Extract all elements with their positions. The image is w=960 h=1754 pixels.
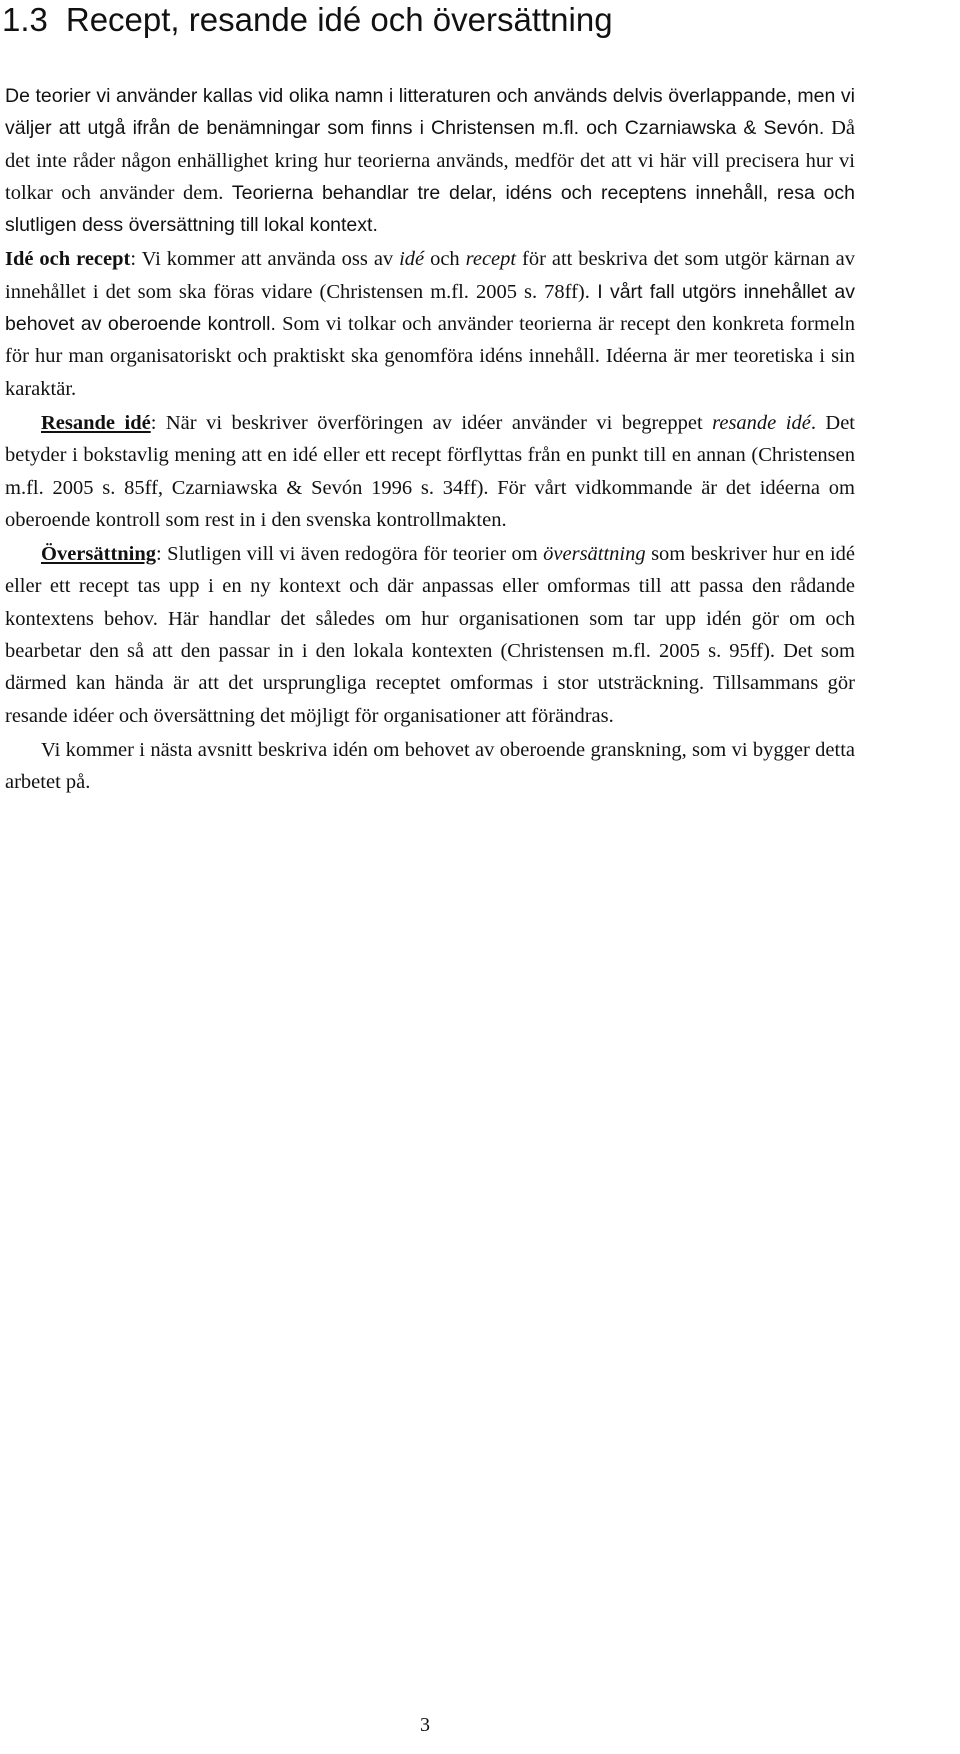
intro-sentence-1: De teorier vi använder kallas vid olika namn i litteraturen och används delvis överlappande, men vi väljer att utgå ifrån de benämningar som finns i Christensen m.fl. och Czarniawska & Sevón. bbox=[5, 85, 855, 140]
body-text bbox=[5, 80, 855, 799]
text-segment: : När vi beskriver överföringen av idéer använder vi begreppet bbox=[150, 411, 713, 434]
intro-sentence-3: Teorierna behandlar tre delar, idéns och receptens innehåll, resa och slutligen dess översättning till lokal kontext. bbox=[5, 181, 855, 237]
closing-text: Vi kommer i nästa avsnitt beskriva idén om behovet av oberoende granskning, som vi bygger detta arbetet på. bbox=[5, 738, 855, 794]
term-oversattning: Översättning bbox=[41, 543, 157, 566]
text-segment: . Det betyder i bokstavlig mening att en idé eller ett recept förflyttas från en punkt till en annan (Christensen m.fl. 2005 s. 85ff, Czarniawska & Sevón 1996 s. 34ff). För vårt vidkommande är det idéerna om oberoende kontroll som rest in i den svenska kontrollmakten. bbox=[5, 411, 856, 531]
text-segment: : Vi kommer att använda oss av bbox=[130, 248, 400, 271]
text-segment: som beskriver hur en idé eller ett recept tas upp i en ny kontext och där anpassas eller omformas till att passa den rådande kontextens behov. Här handlar det således om hur organisationen som tar upp idén gör om och bearbetar den så att den passar in i den lokala kontexten (Christensen m.fl. 2005 s. 95ff). Det som därmed kan hända är att det ursprungliga receptet omformas i stor utsträckning. Tillsammans gör resande idéer och översättning det möjligt för organisationer att förändras. bbox=[5, 543, 856, 727]
text-segment: : Slutligen vill vi även redogöra för teorier om bbox=[156, 543, 544, 566]
section-number: 1.3 bbox=[2, 1, 48, 38]
text-segment: Som vi tolkar och använder teorierna är recept den konkreta formeln för hur man organisatoriskt och praktiskt ska genomföra idéns innehåll. Idéerna är mer teoretiska i sin karaktär. bbox=[5, 313, 855, 400]
italic-ide: idé bbox=[399, 248, 425, 271]
page-number: 3 bbox=[420, 1714, 430, 1736]
intro-sentence-2: Då det inte råder någon enhällighet kring hur teorierna används, medför det att vi här vill precisera hur vi tolkar och använder dem. bbox=[5, 117, 855, 204]
italic-recept: recept bbox=[465, 248, 517, 271]
section-title: Recept, resande idé och översättning bbox=[65, 1, 613, 38]
term-ide-och-recept: Idé och recept bbox=[5, 248, 131, 271]
paragraph-resande-ide bbox=[5, 407, 855, 536]
text-segment: och bbox=[424, 248, 466, 271]
paragraph-intro bbox=[5, 80, 855, 241]
paragraph-ide-och-recept bbox=[5, 243, 855, 404]
term-resande-ide: Resande idé bbox=[41, 411, 151, 434]
section-heading bbox=[2, 0, 613, 40]
paragraph-oversattning bbox=[5, 538, 855, 732]
italic-oversattning: översättning bbox=[543, 543, 646, 566]
italic-resande-ide: resande idé bbox=[712, 411, 811, 434]
paragraph-closing bbox=[5, 734, 855, 799]
text-segment: I vårt fall utgörs innehållet av behovet av oberoende kontroll. bbox=[5, 280, 855, 336]
text-segment: för att beskriva det som utgör kärnan av innehållet i det som ska föras vidare (Christensen m.fl. 2005 s. 78ff). bbox=[5, 248, 855, 303]
